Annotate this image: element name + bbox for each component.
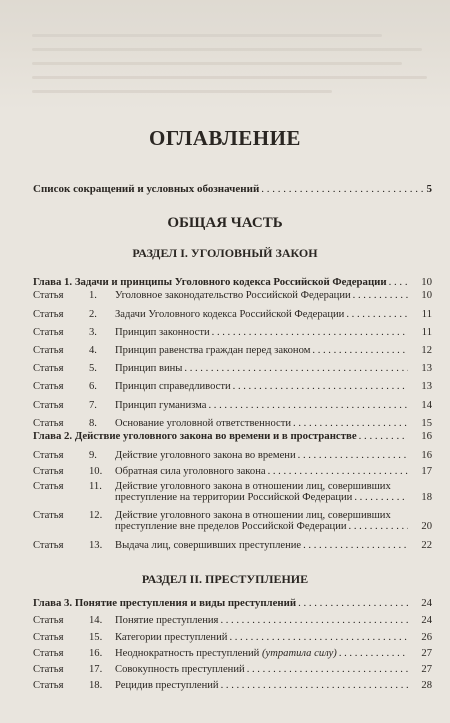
article-label: Статья: [33, 400, 64, 411]
leader-dots: [229, 632, 408, 643]
section-heading-1: РАЗДЕЛ I. УГОЛОВНЫЙ ЗАКОН: [132, 246, 318, 260]
leader-dots: [184, 363, 408, 374]
toc-row[interactable]: [33, 363, 432, 374]
article-title: Выдача лиц, совершивших преступление: [115, 540, 302, 551]
article-number: 11.: [89, 481, 102, 492]
article-number: 5.: [89, 363, 97, 374]
article-page: 26: [421, 632, 432, 643]
article-label: Статья: [33, 345, 64, 356]
article-page: 27: [421, 664, 432, 675]
article-title: Принцип гуманизма: [115, 400, 207, 411]
article-number: 15.: [89, 632, 103, 643]
toc-row[interactable]: [33, 327, 432, 338]
article-label: Статья: [33, 363, 64, 374]
entry-text: Список сокращений и условных обозначений: [33, 183, 260, 195]
page-title: ОГЛАВЛЕНИЕ: [149, 126, 301, 150]
leader-dots: [293, 418, 408, 429]
article-title: Принцип законности: [115, 327, 210, 338]
section-heading-2: РАЗДЕЛ II. ПРЕСТУПЛЕНИЕ: [141, 572, 309, 586]
article-title: Основание уголовной ответственности: [115, 418, 292, 429]
article-page: 13: [421, 363, 432, 374]
toc-row[interactable]: [33, 466, 432, 477]
chapter-text: Глава 2. Действие уголовного закона во времени и в пространстве: [33, 430, 357, 442]
article-page: 12: [421, 345, 432, 356]
article-page: 15: [421, 418, 432, 429]
article-page: 24: [421, 615, 432, 626]
article-label: Статья: [33, 466, 64, 477]
toc-row[interactable]: [33, 309, 432, 320]
toc-row[interactable]: [33, 400, 432, 411]
toc-row[interactable]: [33, 648, 432, 659]
leader-dots: [339, 648, 408, 659]
chapter-page: 10: [421, 276, 432, 288]
part-heading: ОБЩАЯ ЧАСТЬ: [167, 215, 283, 231]
chapter-page: 24: [421, 597, 432, 609]
toc-row[interactable]: [33, 418, 432, 429]
article-title: Неоднократность преступлений: [115, 648, 260, 659]
leader-dots: [212, 327, 408, 338]
article-page: 14: [421, 400, 432, 411]
article-page: 11: [421, 327, 432, 338]
article-label: Статья: [33, 664, 64, 675]
leader-dots: [303, 540, 408, 551]
article-page: 22: [421, 540, 432, 551]
article-label: Статья: [33, 418, 64, 429]
toc-row[interactable]: [33, 540, 432, 551]
article-title: Совокупность преступлений: [115, 664, 245, 675]
chapter-page: 16: [421, 430, 432, 442]
leader-dots: [233, 381, 408, 392]
article-title: Принцип равенства граждан перед законом: [115, 345, 311, 356]
article-number: 6.: [89, 381, 97, 392]
leader-dots: [349, 521, 408, 532]
toc-row[interactable]: [33, 510, 432, 532]
article-number: 17.: [89, 664, 103, 675]
chapter-text: Глава 3. Понятие преступления и виды преступлений: [33, 597, 297, 609]
article-label: Статья: [33, 632, 64, 643]
article-page: 17: [421, 466, 432, 477]
article-page: 16: [421, 450, 432, 461]
article-number: 9.: [89, 450, 97, 461]
toc-row[interactable]: [33, 632, 432, 643]
article-note: (утратила силу): [262, 648, 337, 659]
abbreviations-entry[interactable]: [33, 183, 432, 195]
leader-dots: [389, 276, 408, 288]
article-title: Рецидив преступлений: [115, 680, 219, 691]
article-page: 20: [421, 521, 432, 532]
article-label: Статья: [33, 615, 64, 626]
article-label: Статья: [33, 540, 64, 551]
article-number: 7.: [89, 400, 97, 411]
toc-row[interactable]: [33, 290, 432, 301]
article-label: Статья: [33, 450, 64, 461]
leader-dots: [312, 345, 408, 356]
article-number: 13.: [89, 540, 103, 551]
toc-row[interactable]: [33, 345, 432, 356]
article-number: 12.: [89, 510, 103, 521]
article-number: 2.: [89, 309, 97, 320]
article-label: Статья: [33, 510, 64, 521]
article-label: Статья: [33, 381, 64, 392]
article-title: Принцип вины: [115, 363, 183, 374]
article-title-cont: преступление вне пределов Российской Федерации: [115, 521, 347, 532]
article-number: 10.: [89, 466, 103, 477]
article-title: Действие уголовного закона в отношении лиц, совершивших: [115, 481, 391, 492]
article-title: Действие уголовного закона во времени: [115, 450, 296, 461]
article-page: 18: [421, 492, 432, 503]
article-number: 3.: [89, 327, 97, 338]
article-page: 27: [421, 648, 432, 659]
toc-row[interactable]: [33, 481, 432, 503]
article-number: 8.: [89, 418, 97, 429]
article-number: 18.: [89, 680, 103, 691]
article-label: Статья: [33, 680, 64, 691]
article-title: Категории преступлений: [115, 632, 228, 643]
leader-dots: [268, 466, 408, 477]
toc-row[interactable]: [33, 664, 432, 675]
article-title: Задачи Уголовного кодекса Российской Федерации: [115, 309, 345, 320]
entry-page: 5: [426, 183, 432, 195]
article-title-cont: преступление на территории Российской Федерации: [115, 492, 353, 503]
article-label: Статья: [33, 481, 64, 492]
chapter-entry-2[interactable]: [33, 430, 432, 442]
article-page: 10: [421, 290, 432, 301]
leader-dots: [354, 492, 408, 503]
article-label: Статья: [33, 309, 64, 320]
toc-row[interactable]: [33, 680, 432, 691]
article-label: Статья: [33, 327, 64, 338]
leader-dots: [261, 183, 424, 195]
article-page: 11: [421, 309, 432, 320]
toc-row[interactable]: [33, 381, 432, 392]
article-label: Статья: [33, 290, 64, 301]
article-title: Действие уголовного закона в отношении лиц, совершивших: [115, 510, 391, 521]
toc-row[interactable]: [33, 615, 432, 626]
article-title: Обратная сила уголовного закона: [115, 466, 266, 477]
leader-dots: [298, 450, 408, 461]
chapter-text: Глава 1. Задачи и принципы Уголовного кодекса Российской Федерации: [33, 276, 387, 288]
article-number: 16.: [89, 648, 103, 659]
article-title: Уголовное законодательство Российской Федерации: [115, 290, 351, 301]
chapter-entry-3[interactable]: [33, 597, 432, 609]
leader-dots: [221, 680, 408, 691]
article-page: 13: [421, 381, 432, 392]
toc-row[interactable]: [33, 450, 432, 461]
leader-dots: [359, 430, 408, 442]
article-number: 14.: [89, 615, 103, 626]
leader-dots: [247, 664, 408, 675]
article-label: Статья: [33, 648, 64, 659]
leader-dots: [220, 615, 408, 626]
article-page: 28: [421, 680, 432, 691]
article-title: Понятие преступления: [115, 615, 219, 626]
leader-dots: [298, 597, 408, 609]
article-number: 4.: [89, 345, 97, 356]
leader-dots: [353, 290, 408, 301]
article-number: 1.: [89, 290, 97, 301]
chapter-entry-1[interactable]: [33, 276, 432, 288]
article-title: Принцип справедливости: [115, 381, 231, 392]
leader-dots: [209, 400, 409, 411]
leader-dots: [346, 309, 408, 320]
